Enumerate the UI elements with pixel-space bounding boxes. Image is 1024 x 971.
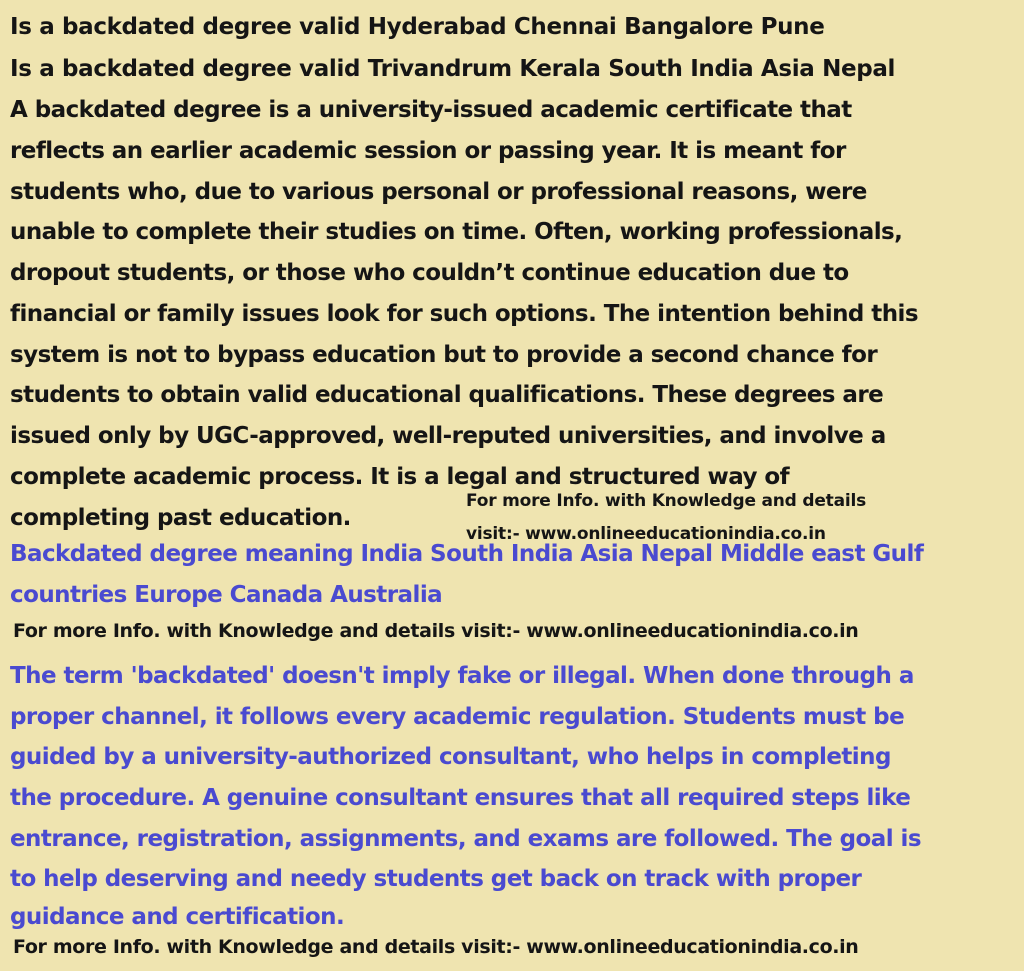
paragraph-line: complete academic process. It is a legal and structured way of (10, 464, 790, 490)
paragraph-line: unable to complete their studies on time. Often, working professionals, (10, 219, 903, 245)
info-link-line-bottom[interactable]: For more Info. with Knowledge and details visit:- www.onlineeducationindia.co.in (13, 936, 859, 958)
paragraph-line: completing past education. (10, 505, 351, 531)
paragraph-line: The term 'backdated' doesn't imply fake or illegal. When done through a (10, 663, 914, 689)
paragraph-line: reflects an earlier academic session or passing year. It is meant for (10, 138, 846, 164)
paragraph-line: financial or family issues look for such options. The intention behind this (10, 301, 919, 327)
subheading-line: countries Europe Canada Australia (10, 582, 443, 608)
paragraph-line: system is not to bypass education but to provide a second chance for (10, 342, 878, 368)
paragraph-line: guidance and certification. (10, 904, 345, 930)
paragraph-line: the procedure. A genuine consultant ensures that all required steps like (10, 785, 911, 811)
paragraph-line: to help deserving and needy students get back on track with proper (10, 866, 862, 892)
info-inline-line-1: For more Info. with Knowledge and details (466, 491, 867, 511)
paragraph-line: dropout students, or those who couldn’t continue education due to (10, 260, 849, 286)
paragraph-line: A backdated degree is a university-issued academic certificate that (10, 97, 852, 123)
paragraph-line: guided by a university-authorized consultant, who helps in completing (10, 744, 891, 770)
info-link-line[interactable]: For more Info. with Knowledge and details visit:- www.onlineeducationindia.co.in (13, 620, 859, 642)
heading-valid-hyderabad: Is a backdated degree valid Hyderabad Chennai Bangalore Pune (10, 14, 825, 40)
paragraph-line: proper channel, it follows every academic regulation. Students must be (10, 704, 905, 730)
heading-valid-trivandrum: Is a backdated degree valid Trivandrum Kerala South India Asia Nepal (10, 56, 896, 82)
paragraph-line: students who, due to various personal or professional reasons, were (10, 179, 867, 205)
info-inline-link[interactable]: visit:- www.onlineeducationindia.co.in (466, 524, 826, 544)
paragraph-line: issued only by UGC-approved, well-reputed universities, and involve a (10, 423, 886, 449)
paragraph-line: students to obtain valid educational qualifications. These degrees are (10, 382, 884, 408)
subheading-line: Backdated degree meaning India South India Asia Nepal Middle east Gulf (10, 541, 924, 567)
paragraph-line: entrance, registration, assignments, and exams are followed. The goal is (10, 826, 922, 852)
